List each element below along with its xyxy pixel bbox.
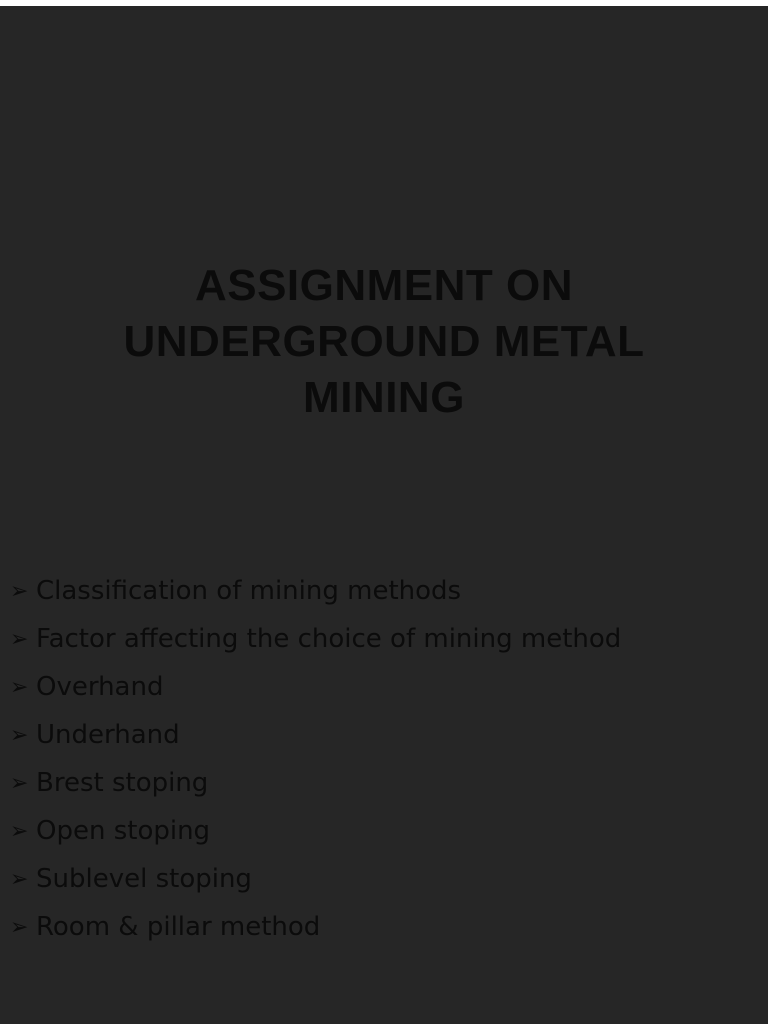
bullet-item xyxy=(10,759,621,807)
slide xyxy=(0,6,768,1024)
arrow-bullet-icon: ➢ xyxy=(10,818,29,844)
bullet-list xyxy=(10,559,760,959)
slide-title xyxy=(0,258,768,426)
title-line: MINING xyxy=(303,373,465,422)
bullet-item xyxy=(10,711,621,759)
bullet-text: Open stoping xyxy=(36,816,211,846)
bullet-text: Sublevel stoping xyxy=(36,864,252,894)
arrow-bullet-icon: ➢ xyxy=(10,674,29,700)
bullet-text: Room & pillar method xyxy=(36,912,321,942)
bullet-text: Factor affecting the choice of mining method xyxy=(36,624,622,654)
bullet-text: Overhand xyxy=(36,672,164,702)
arrow-bullet-icon: ➢ xyxy=(10,770,29,796)
bullet-text: Underhand xyxy=(36,720,180,750)
bullet-item xyxy=(10,855,621,903)
arrow-bullet-icon: ➢ xyxy=(10,866,29,892)
arrow-bullet-icon: ➢ xyxy=(10,914,29,940)
arrow-bullet-icon: ➢ xyxy=(10,626,29,652)
bullet-item xyxy=(10,903,621,951)
title-line: UNDERGROUND METAL xyxy=(123,317,645,366)
bullet-item xyxy=(10,567,621,615)
title-line: ASSIGNMENT ON xyxy=(194,261,574,310)
bullet-item xyxy=(10,663,621,711)
clip-mask xyxy=(10,559,760,573)
bullet-text: Brest stoping xyxy=(36,768,209,798)
arrow-bullet-icon: ➢ xyxy=(10,722,29,748)
arrow-bullet-icon: ➢ xyxy=(10,578,29,604)
bullet-item xyxy=(10,807,621,855)
bullet-item xyxy=(10,615,621,663)
bullet-text: Classification of mining methods xyxy=(36,576,462,606)
